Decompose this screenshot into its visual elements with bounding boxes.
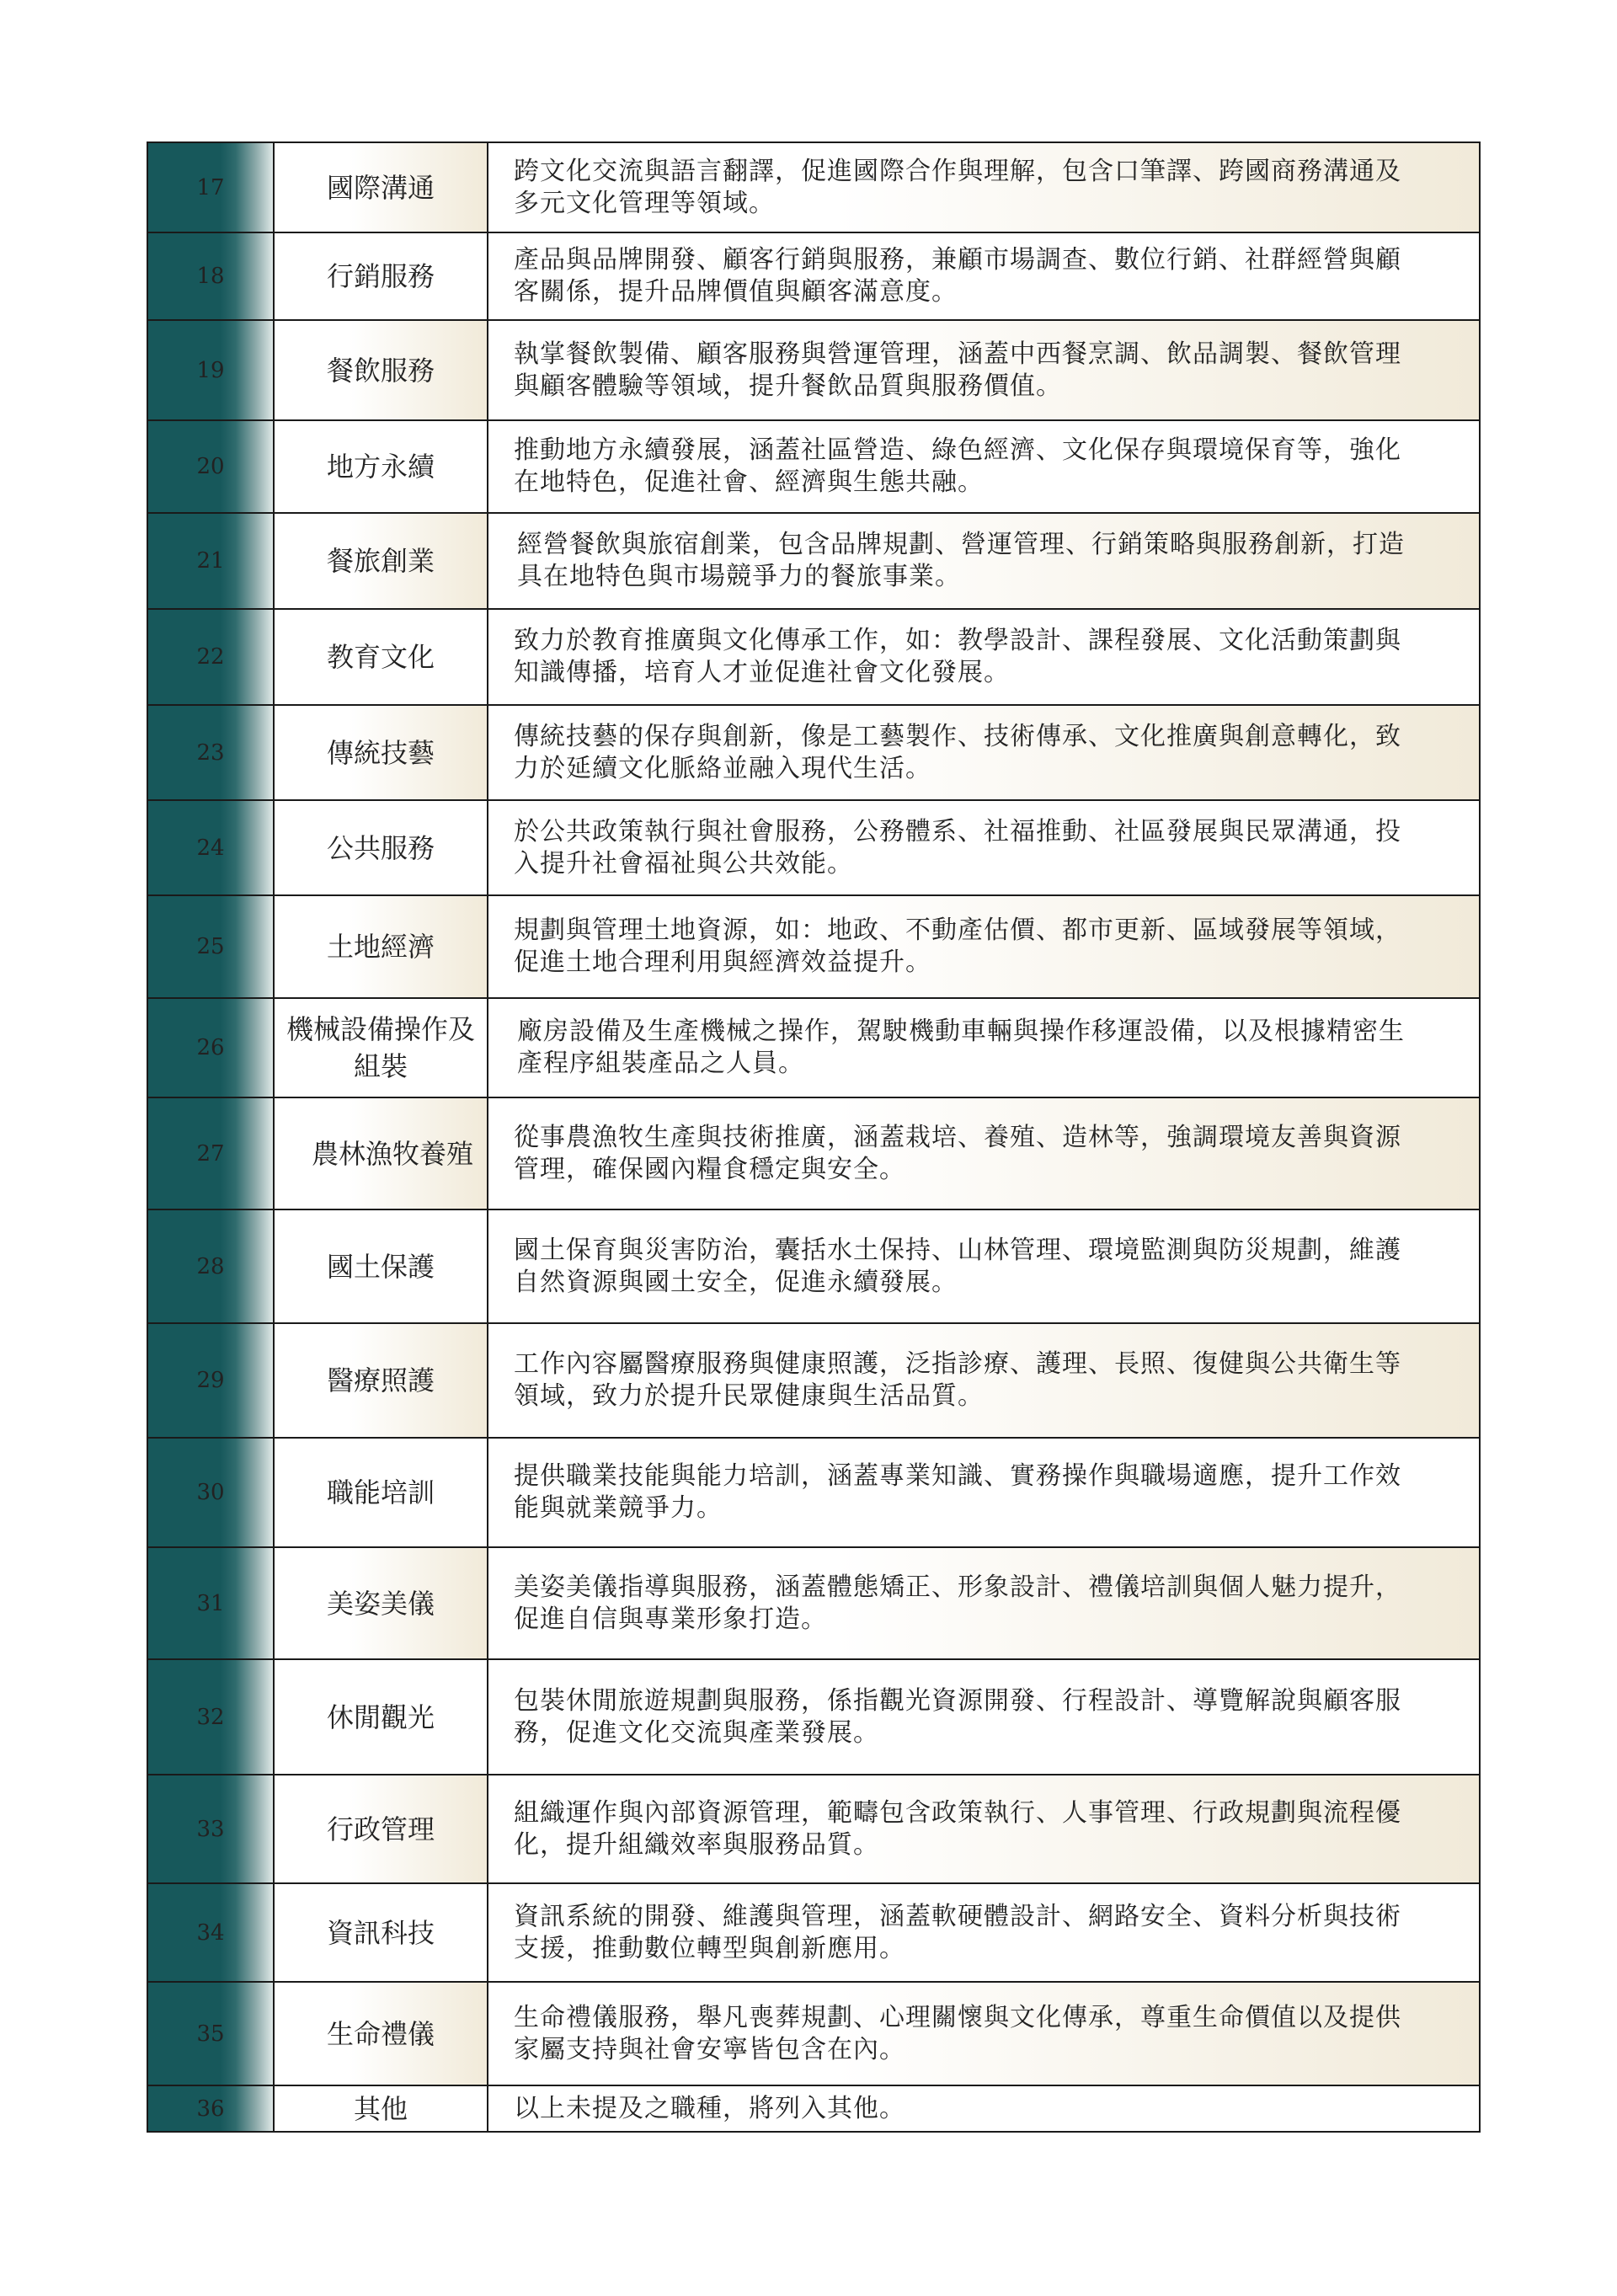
table-row <box>147 1097 1480 1209</box>
occupation-name: 機械設備操作及組裝 <box>274 998 488 1097</box>
table-row <box>147 1659 1480 1775</box>
occupation-description: 美姿美儀指導與服務，涵蓋體態矯正、形象設計、禮儀培訓與個人魅力提升，促進自信與專業形象打造。 <box>488 1547 1480 1659</box>
occupation-description: 國土保育與災害防治，囊括水土保持、山林管理、環境監測與防災規劃，維護自然資源與國土安全，促進永續發展。 <box>488 1209 1480 1323</box>
occupation-name: 其他 <box>274 2085 488 2132</box>
row-number: 20 <box>147 420 274 513</box>
occupation-description: 生命禮儀服務，舉凡喪葬規劃、心理關懷與文化傳承，尊重生命價值以及提供家屬支持與社會安寧皆包含在內。 <box>488 1982 1480 2085</box>
occupation-name: 傳統技藝 <box>274 705 488 800</box>
table-row <box>147 1438 1480 1547</box>
table-row <box>147 2085 1480 2132</box>
occupation-name: 行政管理 <box>274 1775 488 1883</box>
table-row <box>147 142 1480 232</box>
occupation-description: 跨文化交流與語言翻譯，促進國際合作與理解，包含口筆譯、跨國商務溝通及多元文化管理等領域。 <box>488 142 1480 232</box>
occupation-description: 工作內容屬醫療服務與健康照護，泛指診療、護理、長照、復健與公共衛生等領域，致力於提升民眾健康與生活品質。 <box>488 1323 1480 1438</box>
occupation-description: 提供職業技能與能力培訓，涵蓋專業知識、實務操作與職場適應，提升工作效能與就業競爭力。 <box>488 1438 1480 1547</box>
occupation-name: 餐旅創業 <box>274 513 488 609</box>
occupation-description: 於公共政策執行與社會服務，公務體系、社福推動、社區發展與民眾溝通，投入提升社會福祉與公共效能。 <box>488 800 1480 895</box>
row-number: 33 <box>147 1775 274 1883</box>
row-number: 31 <box>147 1547 274 1659</box>
row-number: 34 <box>147 1883 274 1982</box>
occupation-description: 推動地方永續發展，涵蓋社區營造、綠色經濟、文化保存與環境保育等，強化在地特色，促進社會、經濟與生態共融。 <box>488 420 1480 513</box>
occupation-description: 廠房設備及生產機械之操作，駕駛機動車輛與操作移運設備，以及根據精密生產程序組裝產品之人員。 <box>488 998 1480 1097</box>
table-row <box>147 1547 1480 1659</box>
occupation-name: 土地經濟 <box>274 895 488 998</box>
occupation-name: 地方永續 <box>274 420 488 513</box>
occupation-description: 經營餐飲與旅宿創業，包含品牌規劃、營運管理、行銷策略與服務創新，打造具在地特色與市場競爭力的餐旅事業。 <box>488 513 1480 609</box>
table-row <box>147 1982 1480 2085</box>
table-row <box>147 420 1480 513</box>
row-number: 35 <box>147 1982 274 2085</box>
occupation-description: 包裝休閒旅遊規劃與服務，係指觀光資源開發、行程設計、導覽解說與顧客服務，促進文化交流與產業發展。 <box>488 1659 1480 1775</box>
row-number: 22 <box>147 609 274 705</box>
table-row <box>147 1775 1480 1883</box>
row-number: 18 <box>147 232 274 320</box>
table-row <box>147 895 1480 998</box>
occupation-name: 教育文化 <box>274 609 488 705</box>
occupation-name: 國土保護 <box>274 1209 488 1323</box>
table-row <box>147 998 1480 1097</box>
occupation-description: 組織運作與內部資源管理，範疇包含政策執行、人事管理、行政規劃與流程優化，提升組織效率與服務品質。 <box>488 1775 1480 1883</box>
occupation-description: 產品與品牌開發、顧客行銷與服務，兼顧市場調查、數位行銷、社群經營與顧客關係，提升品牌價值與顧客滿意度。 <box>488 232 1480 320</box>
row-number: 25 <box>147 895 274 998</box>
table-row <box>147 513 1480 609</box>
occupation-description: 以上未提及之職種，將列入其他。 <box>488 2085 1480 2132</box>
occupation-description: 執掌餐飲製備、顧客服務與營運管理，涵蓋中西餐烹調、飲品調製、餐飲管理與顧客體驗等領域，提升餐飲品質與服務價值。 <box>488 320 1480 420</box>
occupation-description: 資訊系統的開發、維護與管理，涵蓋軟硬體設計、網路安全、資料分析與技術支援，推動數位轉型與創新應用。 <box>488 1883 1480 1982</box>
row-number: 29 <box>147 1323 274 1438</box>
table-row <box>147 232 1480 320</box>
occupation-name: 餐飲服務 <box>274 320 488 420</box>
occupation-name: 農林漁牧養殖 <box>274 1097 488 1209</box>
occupation-name: 公共服務 <box>274 800 488 895</box>
row-number: 24 <box>147 800 274 895</box>
table-row <box>147 1209 1480 1323</box>
table-row <box>147 1883 1480 1982</box>
table-row <box>147 1323 1480 1438</box>
occupation-description: 致力於教育推廣與文化傳承工作，如：教學設計、課程發展、文化活動策劃與知識傳播，培育人才並促進社會文化發展。 <box>488 609 1480 705</box>
occupation-description: 傳統技藝的保存與創新，像是工藝製作、技術傳承、文化推廣與創意轉化，致力於延續文化脈絡並融入現代生活。 <box>488 705 1480 800</box>
occupation-name: 國際溝通 <box>274 142 488 232</box>
occupation-name: 生命禮儀 <box>274 1982 488 2085</box>
row-number: 36 <box>147 2085 274 2132</box>
table-row <box>147 609 1480 705</box>
occupation-name: 資訊科技 <box>274 1883 488 1982</box>
occupation-name: 職能培訓 <box>274 1438 488 1547</box>
occupation-table <box>147 141 1481 2133</box>
row-number: 17 <box>147 142 274 232</box>
row-number: 30 <box>147 1438 274 1547</box>
occupation-name: 休閒觀光 <box>274 1659 488 1775</box>
table-row <box>147 320 1480 420</box>
occupation-name: 醫療照護 <box>274 1323 488 1438</box>
row-number: 21 <box>147 513 274 609</box>
row-number: 26 <box>147 998 274 1097</box>
row-number: 23 <box>147 705 274 800</box>
table-row <box>147 800 1480 895</box>
occupation-description: 從事農漁牧生產與技術推廣，涵蓋栽培、養殖、造林等，強調環境友善與資源管理，確保國內糧食穩定與安全。 <box>488 1097 1480 1209</box>
table-row <box>147 705 1480 800</box>
occupation-description: 規劃與管理土地資源，如：地政、不動產估價、都市更新、區域發展等領域，促進土地合理利用與經濟效益提升。 <box>488 895 1480 998</box>
occupation-name: 行銷服務 <box>274 232 488 320</box>
row-number: 19 <box>147 320 274 420</box>
row-number: 32 <box>147 1659 274 1775</box>
row-number: 27 <box>147 1097 274 1209</box>
occupation-name: 美姿美儀 <box>274 1547 488 1659</box>
row-number: 28 <box>147 1209 274 1323</box>
